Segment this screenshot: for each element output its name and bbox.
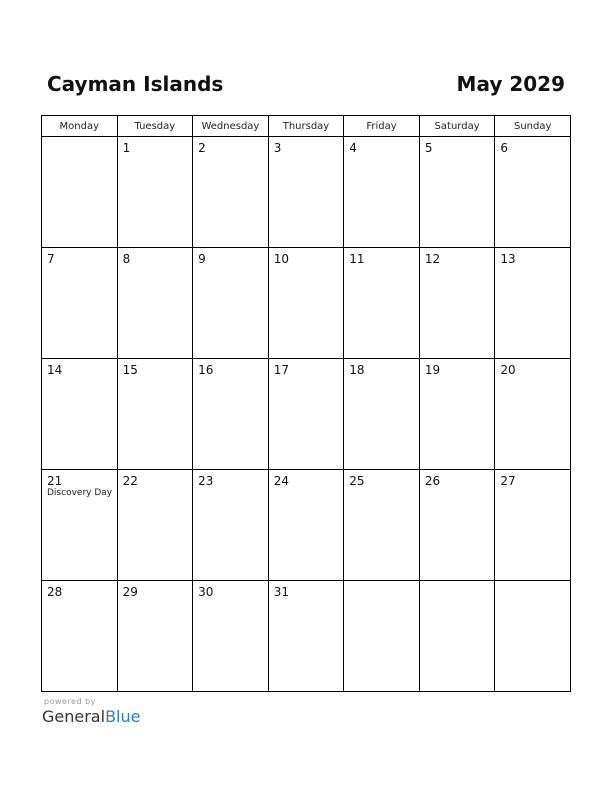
day-cell <box>495 248 571 359</box>
month-year-title: May 2029 <box>456 72 565 96</box>
day-cell <box>193 137 269 248</box>
day-number: 10 <box>273 252 289 266</box>
weekday-wednesday: Wednesday <box>193 116 269 137</box>
logo-general: General <box>42 707 106 726</box>
day-number: 20 <box>500 363 516 377</box>
powered-by-text: powered by <box>44 697 96 706</box>
weekday-friday: Friday <box>344 116 420 137</box>
day-cell <box>42 137 118 248</box>
day-cell <box>117 581 193 692</box>
day-number: 5 <box>424 141 433 155</box>
day-number: 22 <box>122 474 138 488</box>
day-number: 23 <box>198 474 214 488</box>
day-cell <box>344 470 420 581</box>
day-number: 8 <box>122 252 131 266</box>
day-number: 24 <box>273 474 289 488</box>
day-cell <box>42 248 118 359</box>
country-title: Cayman Islands <box>47 72 224 96</box>
week-row <box>42 359 571 470</box>
day-number: 9 <box>198 252 206 266</box>
day-number: 17 <box>273 363 289 377</box>
day-cell <box>344 359 420 470</box>
day-number: 1 <box>122 141 131 155</box>
day-number: 3 <box>273 141 282 155</box>
day-cell <box>495 581 571 692</box>
day-cell <box>268 137 344 248</box>
weekday-sunday: Sunday <box>495 116 571 137</box>
week-row <box>42 470 571 581</box>
day-cell <box>268 470 344 581</box>
day-cell <box>193 581 269 692</box>
day-cell <box>117 248 193 359</box>
day-number: 14 <box>47 363 63 377</box>
day-cell <box>42 581 118 692</box>
week-row <box>42 581 571 692</box>
day-cell <box>268 359 344 470</box>
day-number: 27 <box>500 474 516 488</box>
weekday-tuesday: Tuesday <box>117 116 193 137</box>
calendar-grid <box>41 115 571 692</box>
day-number: 31 <box>273 585 289 599</box>
week-row <box>42 248 571 359</box>
day-cell <box>193 359 269 470</box>
weekday-header-row <box>42 116 571 137</box>
day-number: 29 <box>122 585 138 599</box>
day-cell <box>193 470 269 581</box>
day-cell <box>419 248 495 359</box>
weekday-monday: Monday <box>42 116 118 137</box>
logo-blue: Blue <box>105 707 141 726</box>
day-number: 12 <box>424 252 441 266</box>
brand-footer <box>42 697 140 726</box>
day-number: 4 <box>349 141 357 155</box>
week-row <box>42 137 571 248</box>
day-number: 11 <box>349 252 365 266</box>
day-cell <box>268 248 344 359</box>
day-cell <box>117 359 193 470</box>
day-cell <box>495 359 571 470</box>
day-number: 16 <box>198 363 214 377</box>
day-cell <box>42 470 118 581</box>
weekday-thursday: Thursday <box>268 116 344 137</box>
day-number: 21 <box>47 474 63 488</box>
day-cell <box>344 581 420 692</box>
day-number: 13 <box>500 252 516 266</box>
day-cell <box>344 137 420 248</box>
day-number: 19 <box>424 363 441 377</box>
calendar-body <box>42 137 571 692</box>
day-number: 25 <box>349 474 365 488</box>
day-cell <box>42 359 118 470</box>
day-number: 2 <box>198 141 206 155</box>
day-cell <box>344 248 420 359</box>
day-cell <box>117 470 193 581</box>
day-number: 6 <box>500 141 509 155</box>
day-cell <box>419 581 495 692</box>
day-cell <box>419 470 495 581</box>
day-cell <box>495 137 571 248</box>
day-cell <box>193 248 269 359</box>
day-cell <box>268 581 344 692</box>
weekday-saturday: Saturday <box>419 116 495 137</box>
day-number: 7 <box>47 252 55 266</box>
day-cell <box>419 137 495 248</box>
day-number: 26 <box>424 474 441 488</box>
day-cell <box>117 137 193 248</box>
day-number: 28 <box>47 585 63 599</box>
day-cell <box>419 359 495 470</box>
holiday-label: Discovery Day <box>47 488 113 498</box>
day-number: 30 <box>198 585 214 599</box>
day-cell <box>495 470 571 581</box>
day-number: 18 <box>349 363 365 377</box>
generalblue-logo <box>42 707 140 726</box>
day-number: 15 <box>122 363 138 377</box>
